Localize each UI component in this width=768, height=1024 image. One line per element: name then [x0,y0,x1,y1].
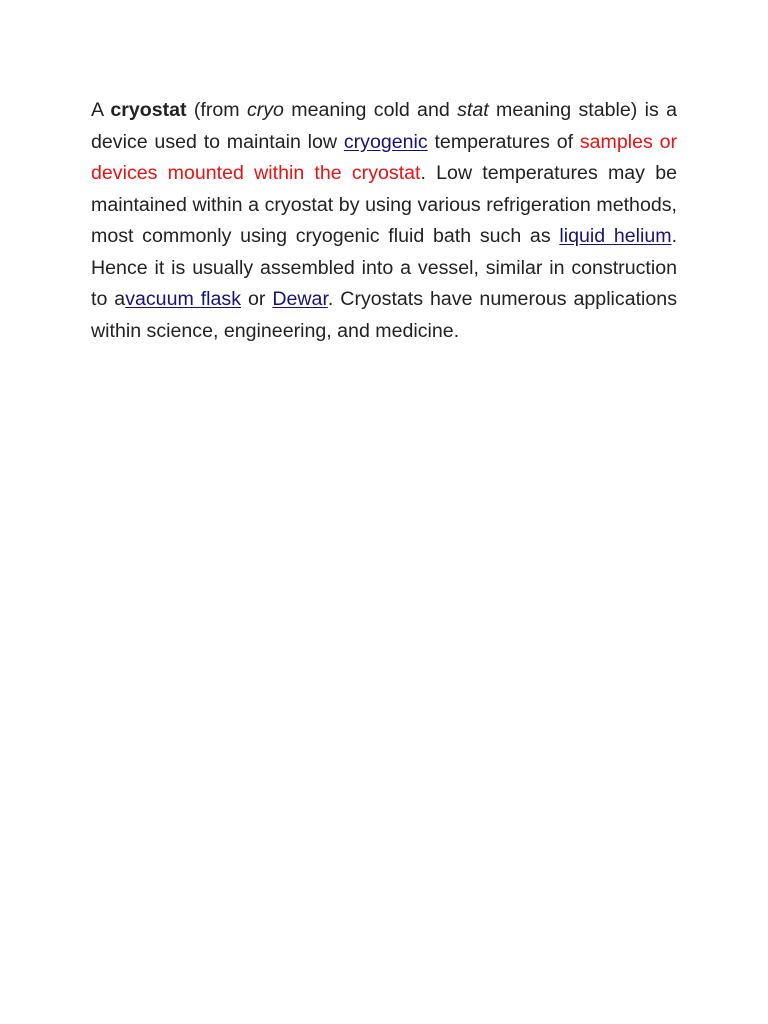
text-definition: meaning stable) is a device used to maintain low [91,99,677,153]
intro-paragraph [91,95,677,347]
link-liquid-helium[interactable]: liquid helium [559,225,672,247]
document-page [91,95,677,347]
link-dewar[interactable]: Dewar [272,288,328,310]
text-from: (from [186,99,247,121]
text-vessel: . Hence it is usually assembled into a vessel, similar in construction to a [91,225,678,310]
term-cryostat: cryostat [110,99,187,121]
text-applications: . Cryostats have numerous applications within science, engineering, and medicine. [91,288,677,342]
text-meaning-cold: meaning cold and [283,99,458,121]
term-stat: stat [457,99,489,121]
text-article: A [91,99,111,121]
link-cryogenic[interactable]: cryogenic [343,130,428,153]
text-or: or [241,288,273,310]
highlighted-samples-text: samples or devices mounted within the cryostat [91,130,677,184]
text-temperatures-of: temperatures of [427,130,580,153]
term-cryo: cryo [246,99,284,121]
text-methods: . Low temperatures may be maintained within a cryostat by using various refrigeration methods, most commonly using cryogenic fluid bath such as [91,162,677,247]
link-vacuum-flask[interactable]: vacuum flask [125,288,242,310]
